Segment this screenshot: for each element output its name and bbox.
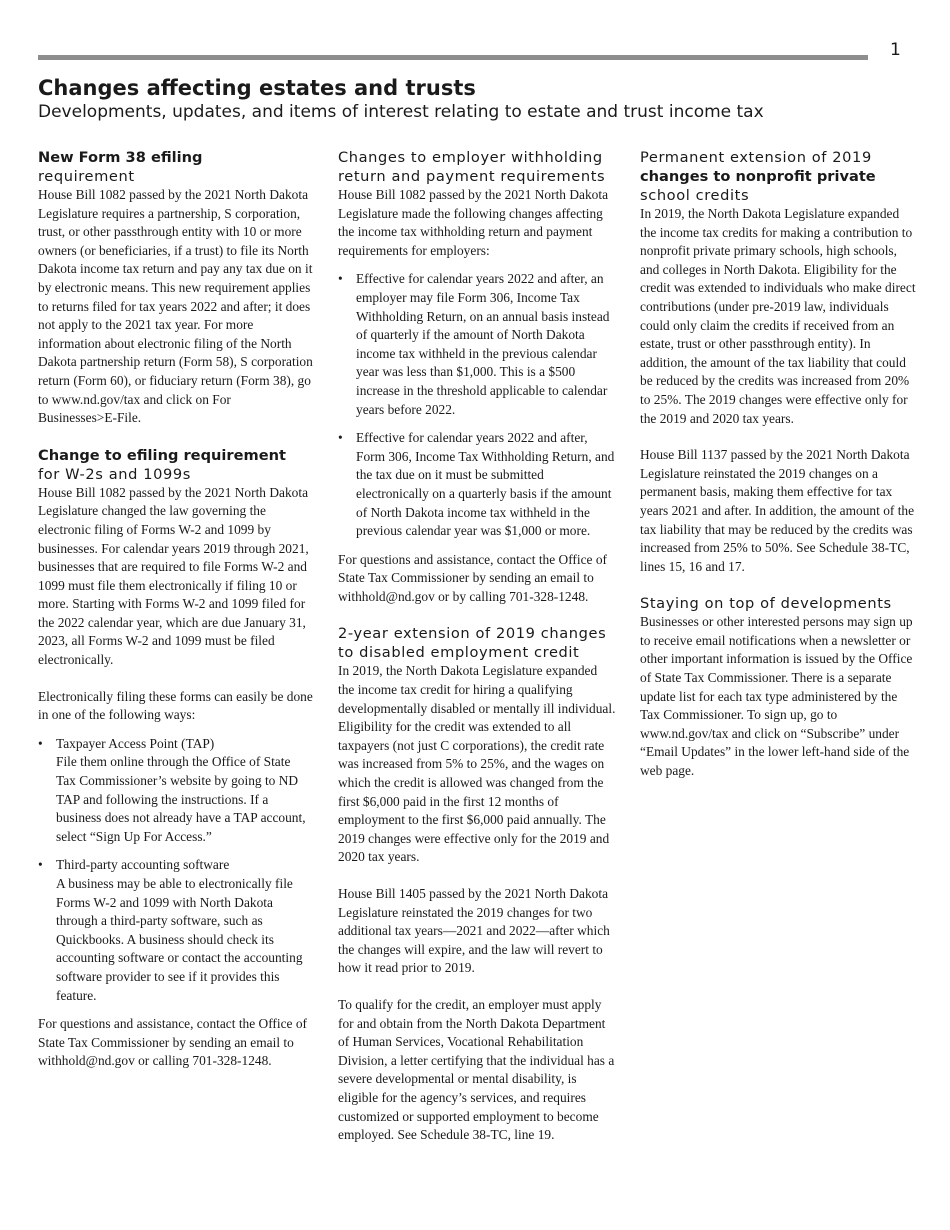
column-1	[38, 148, 313, 1071]
section-nonprofit-credit	[640, 148, 916, 576]
section-staying-on-top	[640, 594, 916, 780]
list-item: • Effective for calendar years 2022 and after, Form 306, Income Tax Withholding Return, and the tax due on it must be submitted electronically on a quarterly basis if the amount of North Dakota income tax withheld in the previous calendar year was $1,000 or more.	[338, 429, 616, 541]
column-2	[338, 148, 616, 1145]
paragraph: House Bill 1137 passed by the 2021 North Dakota Legislature reinstated the 2019 changes on a permanent basis, making them effective for tax years 2021 and after. In addition, the amount of the tax liability that may be reduced by the credits was increased from 25% to 50%. See Schedule 38-TC, lines 15, 16 and 17.	[640, 447, 915, 574]
section-heading: Changes to employer withholding return and payment requirements	[338, 149, 606, 185]
page-subtitle: Developments, updates, and items of interest relating to estate and trust income tax	[38, 102, 764, 122]
list-item-text: File them online through the Office of State Tax Commissioner’s website by going to ND TAP and following the instructions. If a business does not already have a TAP account, select “Sign Up For Access.”	[56, 754, 306, 844]
section-heading: Staying on top of developments	[640, 595, 892, 613]
section-heading-sub: school credits	[640, 187, 750, 204]
list-item	[38, 856, 313, 1005]
paragraph: House Bill 1082 passed by the 2021 North Dakota Legislature made the following changes affecting the income tax withholding return and payment requirements for employers:	[338, 187, 609, 258]
section-heading: New Form 38 efiling	[38, 149, 203, 166]
section-heading-sub: for W-2s and 1099s	[38, 465, 191, 483]
section-withholding	[338, 148, 616, 606]
paragraph: To qualify for the credit, an employer must apply for and obtain from the North Dakota Department of Human Services, Vocational Rehabilitation Division, a letter certifying that the individual has a severe developmental or mental disability, is eligible for the agency’s services, and requires customized or supported employment to become employed. See Schedule 38-TC, line 19.	[338, 996, 615, 1143]
paragraph: House Bill 1405 passed by the 2021 North Dakota Legislature reinstated the 2019 changes for two additional tax years—2021 and 2022—after which the changes will expire, and the law will revert to how it read prior to 2019.	[338, 886, 610, 976]
section-w2	[38, 446, 313, 1071]
section-form38	[38, 148, 313, 428]
bullet-list	[38, 735, 313, 1005]
section-disabled-credit	[338, 624, 616, 1144]
column-3	[640, 148, 916, 781]
page-title: Changes affecting estates and trusts	[38, 76, 476, 100]
paragraph: Businesses or other interested persons may sign up to receive email notifications when a newsletter or other important information is issued by the Office of State Tax Commissioner. There is a separate update list for each tax type administered by the Tax Commissioner. To sign up, go to www.nd.gov/tax and click on “Subscribe” under “Email Updates” in the lower left-hand side of the web page.	[640, 614, 913, 779]
paragraph: House Bill 1082 passed by the 2021 North Dakota Legislature requires a partnership, S corporation, trust, or other passthrough entity with 10 or more owners (or beneficiaries, if a trust) to file its North Dakota income tax return and pay any tax due on it by electronic means. This new requirement applies to returns filed for tax years 2022 and after; it does not apply to the 2021 tax year. For more information about electronic filing of the North Dakota partnership return (Form 58), S corporation return (Form 60), or fiduciary return (Form 38), go to www.nd.gov/tax and click on For Businesses>E-File.	[38, 187, 313, 426]
list-item-text: A business may be able to electronically file Forms W-2 and 1099 with North Dakota through a third-party software, such as Quickbooks. A business should check its accounting software or contact the accounting software provider to see if it provides this feature.	[56, 876, 303, 1003]
bullet-list	[338, 270, 616, 540]
paragraph: For questions and assistance, contact the Office of State Tax Commissioner by sending an email to withhold@nd.gov or calling 701-328-1248.	[38, 1016, 307, 1069]
section-heading-sub: requirement	[38, 168, 135, 185]
paragraph: Electronically filing these forms can easily be done in one of the following ways:	[38, 688, 313, 723]
header-rule	[38, 55, 868, 60]
section-heading: Permanent extension of 2019	[640, 149, 872, 166]
list-item: • Effective for calendar years 2022 and after, an employer may file Form 306, Income Tax Withholding Return, on an annual basis instead of quarterly if the amount of North Dakota income tax withheld in the previous calendar year was less than $1,000. This is a $500 increase in the threshold applicable to calendar years before 2022.	[338, 270, 616, 419]
paragraph: House Bill 1082 passed by the 2021 North Dakota Legislature changed the law governing the electronic filing of Forms W-2 and 1099 by businesses. For calendar years 2019 through 2021, businesses that are required to file Forms W-2 and 1099 must file them electronically if filing 10 or more. Starting with Forms W-2 and 1099 filed for the 2022 calendar year, which are due January 31, 2023, all Forms W-2 and 1099 must be filed electronically.	[38, 484, 309, 668]
paragraph: In 2019, the North Dakota Legislature expanded the income tax credit for hiring a qualifying developmentally disabled or mentally ill individual. Eligibility for the credit was extended to all taxpayers (not just C corporations), the credit rate was increased from 5% to 25%, and the wages on which the credit is allowed was changed from the first $6,000 paid in the first 12 months of employment to the first $6,000 paid annually. The 2019 changes were effective only for the 2019 and 2020 tax years.	[338, 663, 616, 865]
section-heading-bold: changes to nonprofit private	[640, 168, 876, 185]
section-heading: 2-year extension of 2019 changes to disabled employment credit	[338, 625, 607, 662]
paragraph: In 2019, the North Dakota Legislature expanded the income tax credits for making a contribution to nonprofit private primary schools, high schools, and colleges in North Dakota. Eligibility for the credit was extended to individuals who make direct contributions (under pre-2019 law, individuals could only claim the credits if received from an estate, trust or other passthrough entity). In addition, the amount of the tax liability that could be reduced by the credits was increased from 20% to 25%. The 2019 changes were effective only for the 2019 and 2020 tax years.	[640, 206, 916, 426]
list-item	[38, 735, 313, 847]
paragraph: For questions and assistance, contact the Office of State Tax Commissioner by sending an email to withhold@nd.gov or by calling 701-328-1248.	[338, 551, 607, 604]
list-item-title: • Third-party accounting software	[56, 857, 230, 873]
list-item-title: • Taxpayer Access Point (TAP)	[56, 735, 215, 751]
page-number: 1	[890, 40, 901, 60]
section-heading: Change to efiling requirement	[38, 446, 286, 464]
